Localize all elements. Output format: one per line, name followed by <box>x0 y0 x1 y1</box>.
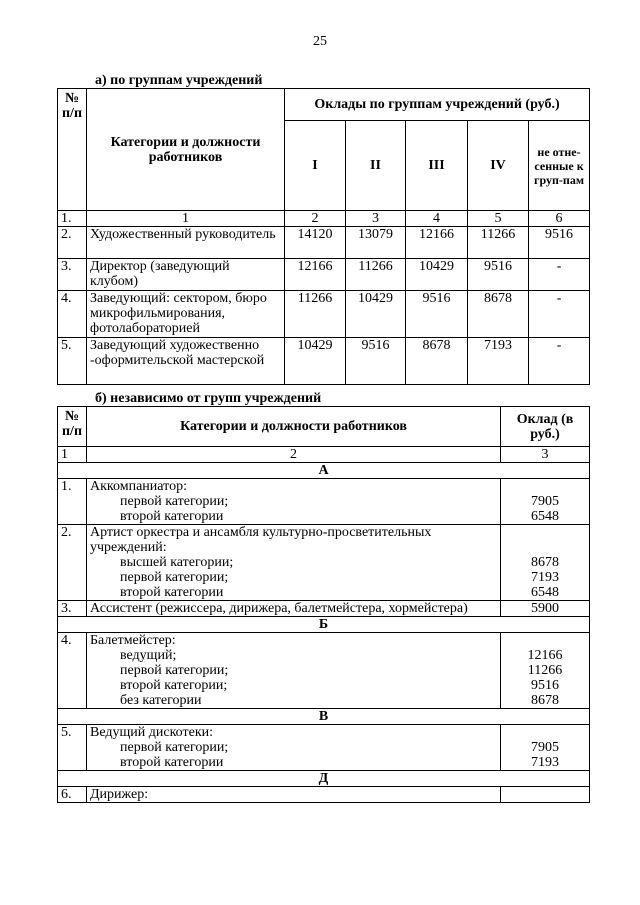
item-sub: второй категории <box>120 755 224 770</box>
group-4-header: IV <box>468 121 529 211</box>
item-title: Балетмейстер: <box>90 633 176 648</box>
table-row <box>58 338 590 385</box>
col-num-header: № п/п <box>58 89 87 211</box>
item-sub: второй категории; <box>120 678 228 693</box>
table-row <box>58 725 590 771</box>
table-row <box>58 525 590 601</box>
row-value: 8678 <box>406 338 468 385</box>
row-value: 12166 <box>406 227 468 259</box>
item-title: Аккомпаниатор: <box>90 479 187 494</box>
row-name: Заведующий художественно -оформительской мастерской <box>87 338 285 385</box>
row-value: 7193 <box>468 338 529 385</box>
row-value: - <box>529 259 590 291</box>
section-b-title: б) независимо от групп учреждений <box>95 391 322 406</box>
index-row <box>58 447 590 463</box>
salary-by-group-table <box>57 88 590 385</box>
index-cell: 1 <box>58 447 87 463</box>
row-value: 10429 <box>406 259 468 291</box>
row-value: 9516 <box>531 678 559 693</box>
index-cell: 4 <box>406 211 468 227</box>
row-value: 7905 <box>531 494 559 509</box>
row-value: - <box>529 338 590 385</box>
row-value: 5900 <box>501 601 590 617</box>
section-a-title: а) по группам учреждений <box>95 73 263 88</box>
row-value: 10429 <box>346 291 406 338</box>
table-row <box>58 291 590 338</box>
table-row <box>58 601 590 617</box>
letter-heading: Д <box>58 771 590 787</box>
row-name: Ассистент (режиссера, дирижера, балетмейстера, хормейстера) <box>87 601 501 617</box>
row-name: Директор (заведующий клубом) <box>87 259 285 291</box>
row-value: 7193 <box>531 755 559 770</box>
row-value: 7193 <box>531 570 559 585</box>
item-sub: второй категории <box>120 585 224 600</box>
group-3-header: III <box>406 121 468 211</box>
row-num: 1. <box>58 479 87 525</box>
row-value: 12166 <box>285 259 346 291</box>
row-name <box>87 479 501 525</box>
item-sub: первой категории; <box>120 740 229 755</box>
col-salary-header: Оклад (в руб.) <box>501 407 590 447</box>
row-values <box>501 633 590 709</box>
letter-heading: В <box>58 709 590 725</box>
index-cell: 3 <box>501 447 590 463</box>
row-value: 6548 <box>531 509 559 524</box>
row-value: 14120 <box>285 227 346 259</box>
item-sub: высшей категории; <box>120 555 234 570</box>
row-value: 9516 <box>529 227 590 259</box>
letter-row <box>58 617 590 633</box>
letter-heading: Б <box>58 617 590 633</box>
group-2-header: II <box>346 121 406 211</box>
row-values <box>501 725 590 771</box>
group-1-header: I <box>285 121 346 211</box>
row-num: 5. <box>58 725 87 771</box>
letter-row <box>58 771 590 787</box>
table-row <box>58 259 590 291</box>
item-title: Ведущий дискотеки: <box>90 725 214 740</box>
row-value <box>501 787 590 803</box>
index-cell: 6 <box>529 211 590 227</box>
index-cell: 1. <box>58 211 87 227</box>
index-cell: 3 <box>346 211 406 227</box>
row-value: 11266 <box>527 663 563 678</box>
table-row <box>58 479 590 525</box>
letter-row <box>58 709 590 725</box>
row-value: 8678 <box>468 291 529 338</box>
row-num: 3. <box>58 259 87 291</box>
row-value: 11266 <box>346 259 406 291</box>
letter-row <box>58 463 590 479</box>
ungrouped-header: не отне-сенные к груп-пам <box>529 121 590 211</box>
row-num: 6. <box>58 787 87 803</box>
letter-heading: А <box>58 463 590 479</box>
col-category-header: Категории и должности работников <box>87 407 501 447</box>
item-sub: первой категории; <box>120 494 229 509</box>
item-sub: первой категории; <box>120 663 229 678</box>
table-row <box>58 787 590 803</box>
row-name: Дирижер: <box>87 787 501 803</box>
row-value: 7905 <box>531 740 559 755</box>
row-num: 3. <box>58 601 87 617</box>
item-sub: первой категории; <box>120 570 229 585</box>
col-salaries-header: Оклады по группам учреждений (руб.) <box>285 89 590 121</box>
row-value: 9516 <box>406 291 468 338</box>
salary-independent-table <box>57 406 590 803</box>
row-num: 2. <box>58 227 87 259</box>
row-value: 9516 <box>468 259 529 291</box>
row-num: 2. <box>58 525 87 601</box>
row-value: - <box>529 291 590 338</box>
col-num-header: № п/п <box>58 407 87 447</box>
table-row <box>58 633 590 709</box>
row-value: 9516 <box>346 338 406 385</box>
row-name: Художественный руководитель <box>87 227 285 259</box>
row-value: 10429 <box>285 338 346 385</box>
index-row <box>58 211 590 227</box>
index-cell: 5 <box>468 211 529 227</box>
row-value: 6548 <box>531 585 559 600</box>
index-cell: 2 <box>285 211 346 227</box>
row-name: Заведующий: сектором, бюро микрофильмирования, фотолабораторией <box>87 291 285 338</box>
row-name <box>87 725 501 771</box>
row-name <box>87 633 501 709</box>
row-values <box>501 525 590 601</box>
item-sub: ведущий; <box>120 648 177 663</box>
col-category-header: Категории и должности работников <box>87 89 285 211</box>
page-number: 25 <box>313 34 327 49</box>
item-title: Артист оркестра и ансамбля культурно-просветительных учреждений: <box>90 525 432 555</box>
row-value: 11266 <box>285 291 346 338</box>
row-values <box>501 479 590 525</box>
row-num: 4. <box>58 291 87 338</box>
item-sub: второй категории <box>120 509 224 524</box>
index-cell: 1 <box>87 211 285 227</box>
row-value: 12166 <box>527 648 563 663</box>
row-value: 8678 <box>531 693 559 708</box>
row-name <box>87 525 501 601</box>
row-num: 4. <box>58 633 87 709</box>
row-value: 11266 <box>468 227 529 259</box>
index-cell: 2 <box>87 447 501 463</box>
row-num: 5. <box>58 338 87 385</box>
table-row <box>58 227 590 259</box>
item-sub: без категории <box>120 693 202 708</box>
row-value: 8678 <box>531 555 559 570</box>
row-value: 13079 <box>346 227 406 259</box>
